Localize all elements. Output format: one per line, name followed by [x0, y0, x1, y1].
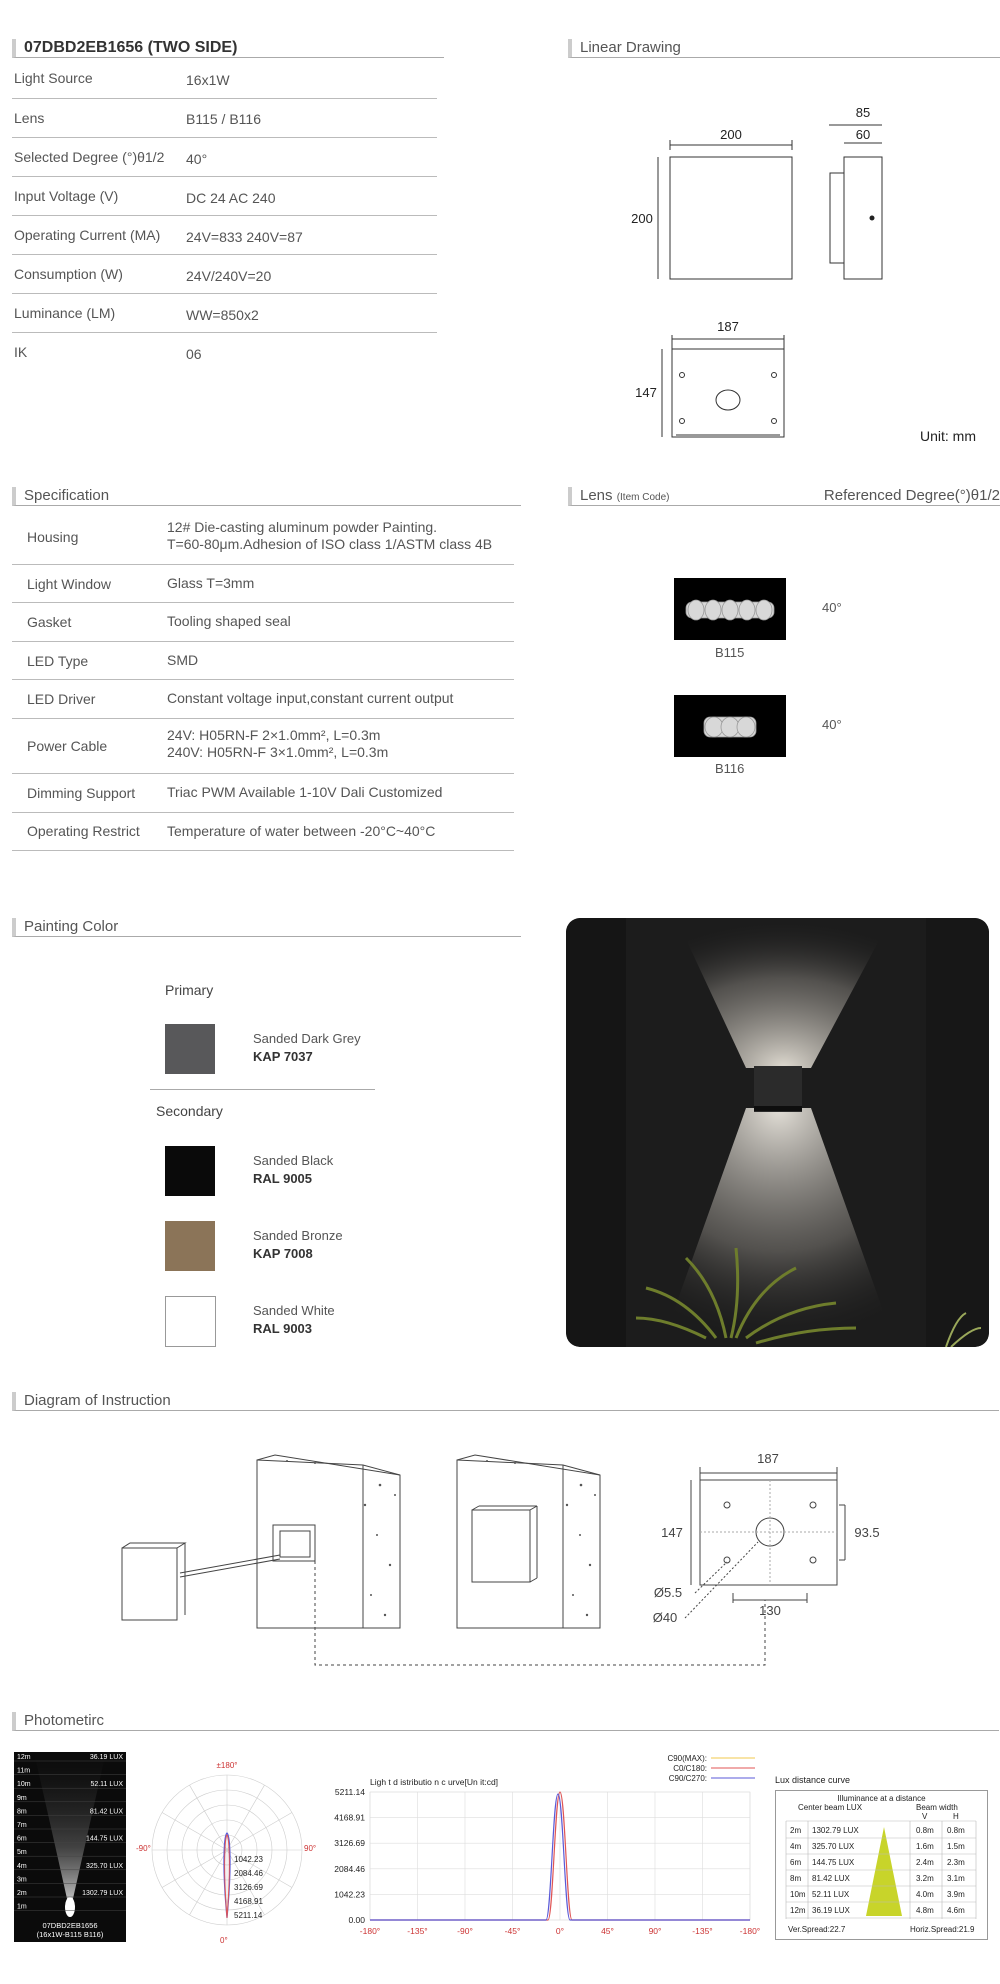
spec-label: Input Voltage (V) [14, 188, 119, 204]
polar-ring-value: 1042.23 [234, 1855, 263, 1864]
color-swatch-white [165, 1296, 216, 1347]
color-code: KAP 7008 [253, 1246, 313, 1261]
lux-curve-title: Lux distance curve [775, 1775, 851, 1785]
lux-table-row [776, 1855, 987, 1870]
curve-y-tick: 4168.91 [334, 1812, 365, 1823]
curve-x-tick: 0° [555, 1926, 565, 1936]
spec-value: 24V/240V=20 [186, 268, 272, 284]
bottom-height-dim: 147 [635, 385, 657, 400]
spec-detail-label: Power Cable [27, 738, 108, 754]
curve-x-tick: -90° [457, 1926, 473, 1936]
beam-lux-label: 52.11 LUX [90, 1781, 123, 1789]
spec-detail-row [12, 773, 514, 813]
curve-title: Ligh t d istributio n c urve[Un it:cd] [370, 1777, 499, 1787]
front-height-dim: 200 [631, 211, 653, 226]
lux-ver-spread: Ver.Spread:22.7 [788, 1925, 846, 1934]
color-name: Sanded Black [253, 1153, 334, 1168]
beam-render [14, 1752, 126, 1942]
front-view [670, 157, 792, 279]
lux-hor-spread: Horiz.Spread:21.9 [910, 1925, 975, 1934]
lux-distance: 6m [790, 1858, 802, 1867]
spec-detail-label: Operating Restrict [27, 823, 140, 839]
spec-value: B115 / B116 [186, 111, 261, 127]
lens-subtitle: (Item Code) [616, 492, 670, 503]
side-view [844, 157, 882, 279]
beam-distance-label: 8m [17, 1808, 27, 1816]
instruction-title: Diagram of Instruction [12, 1392, 999, 1411]
lux-table-row [776, 1823, 987, 1838]
front-width-dim: 200 [720, 127, 742, 142]
beam-distance-label: 12m [17, 1754, 31, 1761]
color-name: Sanded Bronze [253, 1228, 343, 1243]
linear-drawing [620, 95, 920, 450]
lens-title [568, 487, 1000, 506]
spec-detail-label: Light Window [27, 576, 112, 592]
spec-row [12, 98, 437, 138]
secondary-label: Secondary [156, 1103, 223, 1119]
lux-distance: 10m [790, 1890, 806, 1899]
linear-drawing-title: Linear Drawing [568, 39, 1000, 58]
beam-distance-label: 7m [17, 1822, 27, 1829]
lux-table [775, 1790, 988, 1940]
lux-value: 81.42 LUX [812, 1874, 850, 1883]
beam-distance-label: 10m [17, 1781, 31, 1789]
lux-h-width: 3.9m [947, 1890, 965, 1899]
distribution-curve-chart [325, 1752, 765, 1952]
spec-label: Luminance (LM) [14, 305, 116, 321]
lux-table-title: Illuminance at a distance [837, 1794, 926, 1803]
plate-width-dim: 187 [757, 1451, 779, 1466]
polar-top-label: ±180° [216, 1761, 238, 1770]
spec-value: 16x1W [186, 72, 230, 88]
spec-row [12, 215, 437, 255]
spec-detail-value-2: T=60-80μm.Adhesion of ISO class 1/ASTM class 4B [167, 536, 493, 552]
beam-distance-label: 11m [17, 1767, 31, 1775]
lux-table-row [776, 1903, 987, 1918]
curve-x-tick: -180° [739, 1926, 761, 1936]
lux-h-width: 1.5m [947, 1842, 965, 1851]
spec-label: IK [14, 344, 28, 360]
spec-detail-value: Tooling shaped seal [167, 613, 291, 629]
lux-h-width: 3.1m [947, 1874, 965, 1883]
lux-value: 36.19 LUX [812, 1906, 850, 1915]
lens-degree-header: Referenced Degree(°)θ1/2 [823, 487, 1000, 504]
lux-distance: 8m [790, 1874, 802, 1883]
plate-height-dim: 147 [661, 1525, 683, 1540]
spec-detail-value: 24V: H05RN-F 2×1.0mm², L=0.3m [167, 727, 381, 743]
beam-lux-label: 325.70 LUX [86, 1862, 123, 1870]
beam-lux-label: 1302.79 LUX [82, 1890, 123, 1897]
lux-h-width: 4.6m [947, 1906, 965, 1915]
lens-degree: 40° [822, 717, 842, 732]
spec-label: Selected Degree (°)θ1/2 [14, 149, 165, 165]
beam-distance-label: 3m [17, 1876, 27, 1884]
spec-detail-label: Dimming Support [27, 785, 136, 801]
spec-detail-row [12, 564, 514, 603]
plate-inner-width-dim: 130 [759, 1603, 781, 1618]
beam-distance-label: 5m [17, 1849, 27, 1857]
color-code: RAL 9003 [253, 1321, 313, 1336]
polar-ring-value: 2084.46 [234, 1869, 263, 1878]
color-swatch-black [165, 1146, 215, 1196]
spec-detail-row [12, 641, 514, 680]
lux-v-width: 4.8m [916, 1906, 934, 1915]
lux-center-header: Center beam LUX [798, 1803, 863, 1812]
polar-right-label: 90° [304, 1844, 317, 1853]
spec-value: WW=850x2 [186, 307, 259, 323]
lux-value: 144.75 LUX [812, 1858, 855, 1867]
lens-code: B115 [715, 645, 745, 660]
beam-distance-label: 2m [17, 1890, 27, 1897]
lux-distance: 2m [790, 1826, 802, 1835]
lux-table-row [776, 1887, 987, 1902]
spec-detail-row [12, 510, 514, 565]
installation-diagram [115, 1445, 895, 1670]
curve-x-tick: 45° [601, 1926, 614, 1936]
color-name: Sanded Dark Grey [253, 1031, 361, 1046]
photometric-title: Photometirc [12, 1712, 999, 1731]
lux-h-header: H [953, 1812, 959, 1821]
lux-table-row [776, 1871, 987, 1886]
spec-detail-label: LED Type [27, 653, 89, 669]
spec-detail-label: Housing [27, 529, 79, 545]
curve-y-tick: 2084.46 [334, 1863, 365, 1874]
color-code: RAL 9005 [253, 1171, 313, 1186]
color-code: KAP 7037 [253, 1049, 313, 1064]
bottom-view [672, 349, 784, 437]
curve-y-tick: 0.00 [348, 1915, 365, 1925]
polar-bottom-label: 0° [220, 1936, 228, 1945]
color-swatch-bronze [165, 1221, 215, 1271]
curve-x-tick: 90° [648, 1926, 662, 1936]
spec-row [12, 332, 437, 370]
spec-detail-value: Constant voltage input,constant current output [167, 690, 454, 706]
lens-degree: 40° [822, 600, 842, 615]
beam-lux-label: 144.75 LUX [86, 1835, 123, 1843]
lux-h-width: 0.8m [947, 1826, 965, 1835]
specification-title: Specification [12, 487, 521, 506]
lux-v-width: 0.8m [916, 1826, 934, 1835]
spec-detail-row [12, 812, 514, 851]
spec-row [12, 254, 437, 294]
spec-label: Lens [14, 110, 45, 126]
spec-row [12, 137, 437, 177]
bottom-width-dim: 187 [717, 319, 739, 334]
lux-h-width: 2.3m [947, 1858, 965, 1867]
hole-dim: Ø40 [652, 1610, 678, 1625]
lens-title-text: Lens [580, 487, 613, 504]
lux-value: 1302.79 LUX [812, 1826, 859, 1835]
polar-ring-value: 5211.14 [234, 1911, 263, 1920]
spec-detail-row [12, 679, 514, 719]
lens-code: B116 [715, 761, 745, 776]
lux-v-header: V [922, 1812, 928, 1821]
beam-distance-label: 1m [17, 1903, 27, 1911]
color-name: Sanded White [253, 1303, 335, 1318]
plate-inner-height-dim: 93.5 [854, 1525, 880, 1540]
spec-row [12, 293, 437, 333]
lux-v-width: 1.6m [916, 1842, 934, 1851]
beam-lux-label: 81.42 LUX [89, 1808, 123, 1816]
beam-distance-label: 6m [17, 1835, 27, 1843]
spec-label: Consumption (W) [14, 266, 123, 282]
lux-value: 52.11 LUX [812, 1890, 850, 1899]
beam-caption-2: (16x1W-B115 B116) [36, 1930, 104, 1939]
lux-v-width: 2.4m [916, 1858, 934, 1867]
lux-v-width: 4.0m [916, 1890, 934, 1899]
primary-label: Primary [165, 982, 214, 998]
product-scene-photo [566, 918, 989, 1347]
curve-x-tick: -180° [359, 1926, 381, 1936]
spec-detail-label: LED Driver [27, 691, 96, 707]
curve-x-tick: -135° [692, 1926, 713, 1936]
color-swatch-dark-grey [165, 1024, 215, 1074]
spec-detail-value-2: 240V: H05RN-F 3×1.0mm², L=0.3m [167, 744, 389, 760]
screw-dim: Ø5.5 [653, 1585, 683, 1600]
curve-legend: C90/C270: [668, 1774, 707, 1783]
spec-detail-label: Gasket [27, 614, 72, 630]
curve-x-tick: -45° [504, 1926, 521, 1936]
beam-lux-label: 36.19 LUX [89, 1754, 123, 1761]
lux-table-row [776, 1839, 987, 1854]
beam-distance-label: 9m [17, 1794, 27, 1802]
spec-value: DC 24 AC 240 [186, 190, 276, 206]
curve-legend: C90(MAX): [667, 1754, 707, 1763]
lens-b115-image [674, 578, 786, 640]
polar-ring-value: 4168.91 [234, 1897, 263, 1906]
spec-value: 06 [186, 346, 202, 362]
curve-y-tick: 1042.23 [334, 1889, 365, 1900]
spec-row [12, 64, 437, 99]
lens-b116-image [674, 695, 786, 757]
polar-ring-value: 3126.69 [234, 1883, 263, 1892]
spec-value: 24V=833 240V=87 [186, 229, 303, 245]
unit-label: Unit: mm [920, 428, 976, 444]
curve-x-tick: -135° [407, 1926, 428, 1936]
side-body-dim: 60 [855, 127, 871, 142]
beam-caption-1: 07DBD2EB1656 [42, 1921, 98, 1930]
lux-distance: 12m [790, 1906, 806, 1915]
curve-y-tick: 5211.14 [334, 1787, 365, 1797]
spec-detail-row [12, 602, 514, 642]
polar-chart [132, 1755, 322, 1945]
lux-distance: 4m [790, 1842, 802, 1851]
curve-legend: C0/C180: [673, 1764, 707, 1773]
spec-detail-value: Temperature of water between -20°C~40°C [167, 823, 436, 839]
spec-detail-value: SMD [167, 652, 199, 668]
spec-row [12, 176, 437, 216]
spec-detail-value: 12# Die-casting aluminum powder Painting. [167, 519, 438, 535]
spec-detail-value: Glass T=3mm [167, 575, 255, 591]
side-total-dim: 85 [855, 105, 871, 120]
spec-label: Light Source [14, 70, 93, 86]
curve-y-tick: 3126.69 [334, 1838, 365, 1849]
spec-label: Operating Current (MA) [14, 227, 161, 243]
painting-color-title: Painting Color [12, 918, 521, 937]
polar-left-label: -90° [136, 1844, 151, 1853]
lux-beam-header: Beam width [916, 1803, 958, 1812]
spec-detail-value: Triac PWM Available 1-10V Dali Customized [167, 784, 443, 800]
lux-value: 325.70 LUX [812, 1842, 855, 1851]
spec-detail-row [12, 718, 514, 774]
lux-v-width: 3.2m [916, 1874, 934, 1883]
spec-value: 40° [186, 151, 208, 167]
color-divider [150, 1089, 375, 1090]
beam-distance-label: 4m [17, 1862, 27, 1870]
product-title: 07DBD2EB1656 (TWO SIDE) [12, 39, 444, 58]
